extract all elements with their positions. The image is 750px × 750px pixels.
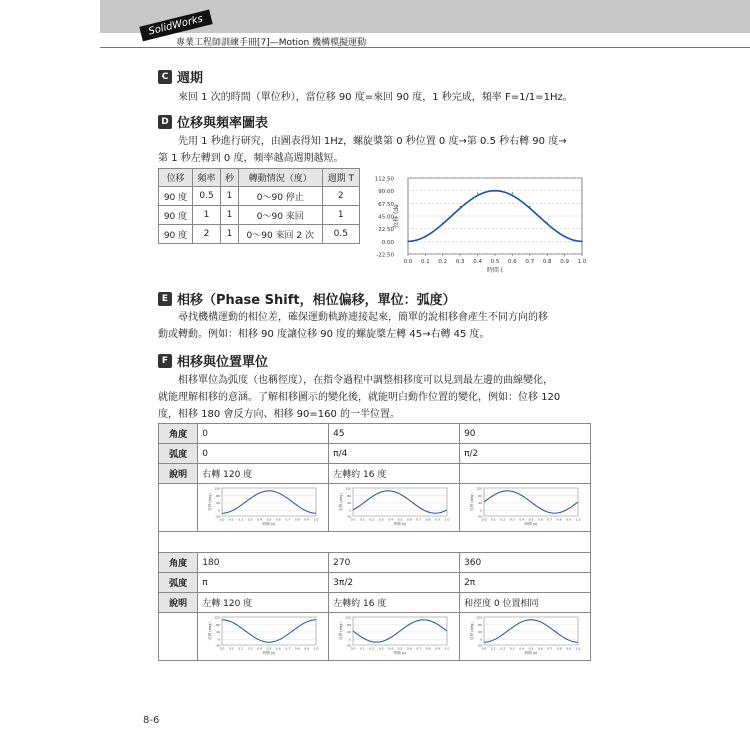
section-c-badge: C <box>158 70 172 84</box>
cell <box>329 613 460 661</box>
section-f-title: 相移與位置單位 <box>177 355 269 370</box>
section-f-text <box>158 372 594 423</box>
table-row <box>159 464 591 484</box>
plot-area <box>408 178 582 254</box>
cell: 和徑度 0 位置相同 <box>460 593 591 613</box>
data-point <box>547 222 548 223</box>
mini-x-tick-label: 0.7 <box>547 517 553 522</box>
phase-270-chart <box>335 615 453 655</box>
mini-x-tick-label: 0.5 <box>266 646 272 651</box>
frequency-table-header <box>159 169 360 187</box>
data-point <box>564 236 565 237</box>
cell: 3π/2 <box>329 573 460 593</box>
cell: 0～90 來回 <box>239 206 323 225</box>
cell: 270 <box>329 553 460 573</box>
mini-x-tick-label: 0.6 <box>276 646 282 651</box>
cell <box>198 613 329 661</box>
mini-x-tick-label: 0.5 <box>528 646 534 651</box>
cell <box>198 484 329 532</box>
mini-y-tick-label: 0 <box>480 508 483 513</box>
section-d-badge: D <box>158 115 172 129</box>
mini-x-tick-label: 0.3 <box>248 517 253 522</box>
mini-x-tick-label: 0.5 <box>397 517 403 522</box>
solidworks-badge: SolidWorks <box>139 10 212 42</box>
mini-x-tick-label: 0.3 <box>248 646 253 651</box>
mini-y-tick-label: 40 <box>478 630 483 635</box>
mini-x-tick-label: 0.2 <box>500 517 506 522</box>
mini-y-tick-label: 0 <box>480 637 483 642</box>
mini-x-tick-label: 0.1 <box>229 517 235 522</box>
mini-y-tick-label: 120 <box>214 486 221 491</box>
section-f-line3: 度，相移 180 會反方向、相移 90=160 的一半位置。 <box>158 409 400 420</box>
mini-y-axis-label: 位移 (deg) <box>470 493 475 511</box>
mini-x-tick-label: 0.0 <box>481 646 487 651</box>
mini-y-tick-label: 80 <box>347 622 352 627</box>
mini-x-axis-label: 時間 (s) <box>262 522 276 526</box>
mini-x-tick-label: 0.9 <box>304 517 310 522</box>
mini-x-tick-label: 0.6 <box>538 517 543 522</box>
phase-180-chart <box>204 615 322 655</box>
mini-x-axis-label: 時間 (s) <box>524 651 538 655</box>
mini-x-tick-label: 0.9 <box>566 646 572 651</box>
cell: 2 <box>193 225 221 244</box>
cell <box>159 484 198 532</box>
data-point <box>425 236 426 237</box>
mini-x-tick-label: 0.9 <box>566 517 572 522</box>
section-c-text: 來回 1 次的時間（單位秒），當位移 90 度=來回 90 度，1 秒完成，頻率 F=1/1=1Hz。 <box>178 92 573 103</box>
mini-x-tick-label: 0.7 <box>416 646 422 651</box>
mini-x-tick-label: 0.0 <box>219 517 225 522</box>
mini-y-tick-label: 0 <box>218 508 221 513</box>
cell: 0～90 停止 <box>239 187 323 206</box>
phase-45-chart <box>335 486 453 526</box>
mini-x-tick-label: 0.1 <box>229 646 235 651</box>
mini-y-tick-label: 40 <box>347 630 352 635</box>
mini-x-tick-label: 0.9 <box>435 517 441 522</box>
cell: 左轉約 16 度 <box>329 593 460 613</box>
x-tick-label: 0.3 <box>455 259 465 265</box>
mini-y-tick-label: -30 <box>215 643 221 648</box>
mini-x-tick-label: 0.0 <box>481 517 487 522</box>
mini-x-tick-label: 1.0 <box>575 646 581 651</box>
cell: π/2 <box>460 444 591 464</box>
mini-x-tick-label: 0.2 <box>238 646 244 651</box>
mini-y-tick-label: 120 <box>345 486 352 491</box>
mini-x-axis-label: 時間 (s) <box>524 522 538 526</box>
mini-x-tick-label: 0.6 <box>407 646 412 651</box>
displacement-chart <box>364 170 590 276</box>
mini-x-axis-label: 時間 (s) <box>393 522 407 526</box>
y-tick-label: 22.50 <box>378 227 394 234</box>
y-tick-label: 67.50 <box>378 201 394 208</box>
x-tick-label: 0.6 <box>508 259 517 265</box>
mini-x-tick-label: 0.8 <box>556 517 562 522</box>
cell: 360 <box>460 553 591 573</box>
y-tick-label: 112.50 <box>374 176 394 183</box>
section-e-badge: E <box>158 292 172 306</box>
mini-x-tick-label: 1.0 <box>313 646 319 651</box>
mini-x-tick-label: 0.7 <box>416 517 422 522</box>
section-e-line2: 動或轉動。例如：相移 90 度讓位移 90 度的螺旋槳左轉 45→右轉 45 度。 <box>158 329 490 340</box>
mini-y-tick-label: 0 <box>349 637 352 642</box>
mini-x-tick-label: 0.1 <box>491 517 496 522</box>
cell <box>460 464 591 484</box>
mini-y-tick-label: 80 <box>478 493 483 498</box>
mini-y-tick-label: 80 <box>216 622 221 627</box>
mini-x-tick-label: 0.9 <box>304 646 310 651</box>
cell: 0 <box>198 424 329 444</box>
table-row <box>159 593 591 613</box>
x-tick-label: 0.5 <box>490 259 500 265</box>
col-displacement: 位移 <box>159 169 193 187</box>
table-spacer-row <box>159 532 591 553</box>
mini-y-tick-label: 80 <box>216 493 221 498</box>
col-period: 週期 T <box>322 169 359 187</box>
mini-x-tick-label: 0.4 <box>257 646 263 651</box>
table-row <box>159 444 591 464</box>
mini-x-axis-label: 時間 (s) <box>262 651 276 655</box>
cell: π/4 <box>329 444 460 464</box>
mini-x-tick-label: 0.4 <box>519 646 525 651</box>
mini-x-tick-label: 1.0 <box>313 517 319 522</box>
mini-x-tick-label: 1.0 <box>444 646 450 651</box>
mini-x-tick-label: 0.2 <box>369 646 375 651</box>
cell: 2 <box>322 187 359 206</box>
x-tick-label: 0.0 <box>403 259 413 265</box>
x-tick-label: 0.7 <box>525 259 535 265</box>
section-e-text <box>158 309 594 343</box>
cell <box>460 484 591 532</box>
table-row <box>159 225 360 244</box>
cell <box>460 613 591 661</box>
mini-x-tick-label: 0.8 <box>425 646 431 651</box>
x-tick-label: 0.4 <box>473 259 482 265</box>
x-tick-label: 0.8 <box>542 259 552 265</box>
mini-x-axis-label: 時間 (s) <box>393 651 407 655</box>
cell <box>159 613 198 661</box>
mini-y-tick-label: -30 <box>346 514 352 519</box>
mini-x-tick-label: 1.0 <box>575 517 581 522</box>
cell: 左轉 120 度 <box>198 593 329 613</box>
data-point <box>407 241 408 242</box>
mini-y-axis-label: 位移 (deg) <box>339 622 344 640</box>
angle-label: 角度 <box>159 424 198 444</box>
mini-x-tick-label: 0.0 <box>219 646 225 651</box>
cell: 1 <box>322 206 359 225</box>
cell: 右轉 120 度 <box>198 464 329 484</box>
mini-x-tick-label: 0.5 <box>266 517 272 522</box>
desc-label: 說明 <box>159 464 198 484</box>
mini-x-tick-label: 0.8 <box>556 646 562 651</box>
cell: 0.5 <box>322 225 359 244</box>
mini-x-tick-label: 0.8 <box>425 517 431 522</box>
section-c-heading <box>158 67 203 86</box>
mini-x-tick-label: 0.3 <box>509 517 515 522</box>
section-d-title: 位移與頻率圖表 <box>177 116 269 131</box>
mini-y-axis-label: 位移 (deg) <box>208 493 213 511</box>
cell: 1 <box>221 206 239 225</box>
table-row <box>159 206 360 225</box>
mini-x-tick-label: 0.6 <box>538 646 543 651</box>
data-point <box>477 192 478 193</box>
x-tick-label: 0.9 <box>560 259 569 265</box>
mini-plot-area <box>222 488 316 516</box>
mini-y-tick-label: 120 <box>476 615 483 620</box>
table-row <box>159 484 591 532</box>
cell: 0 <box>198 444 329 464</box>
data-point <box>442 222 443 223</box>
data-point <box>512 192 513 193</box>
cell: 90 度 <box>159 225 193 244</box>
cell: 0.5 <box>193 187 221 206</box>
page-number: 8-6 <box>143 715 160 726</box>
mini-y-tick-label: -30 <box>215 514 221 519</box>
mini-x-tick-label: 0.5 <box>397 646 403 651</box>
header-divider <box>100 47 750 48</box>
cell: 0～90 來回 2 次 <box>239 225 323 244</box>
section-d-line1: 先用 1 秒進行研究，由圖表得知 1Hz，螺旋槳第 0 秒位置 0 度→第 0.5 秒右轉 90 度→ <box>178 136 567 147</box>
mini-x-tick-label: 0.0 <box>350 646 356 651</box>
mini-x-tick-label: 0.3 <box>378 517 384 522</box>
mini-plot-area <box>484 617 578 645</box>
phase-90-chart <box>466 486 584 526</box>
mini-plot-area <box>353 488 447 516</box>
mini-y-tick-label: 120 <box>345 615 352 620</box>
mini-plot-area <box>222 617 316 645</box>
mini-x-tick-label: 0.4 <box>257 517 263 522</box>
radian-label: 弧度 <box>159 573 198 593</box>
mini-y-tick-label: 80 <box>478 622 483 627</box>
mini-y-tick-label: 40 <box>478 501 483 506</box>
mini-x-tick-label: 0.8 <box>295 646 300 651</box>
cell: π <box>198 573 329 593</box>
data-point <box>529 206 530 207</box>
mini-y-axis-label: 位移 (deg) <box>339 493 344 511</box>
mini-y-tick-label: 0 <box>349 508 352 513</box>
section-e-line1: 尋找機構運動的相位差，確保運動軌跡連接起來，簡單的說相移會產生不同方向的移 <box>178 312 548 323</box>
section-e-title: 相移（Phase Shift，相位偏移，單位：弧度） <box>177 293 456 308</box>
mini-y-axis-label: 位移 (deg) <box>470 622 475 640</box>
section-f-line1: 相移單位為弧度（也稱徑度），在指令過程中調整相移度可以見到最左邊的曲線變化， <box>178 375 553 386</box>
cell: 左轉約 16 度 <box>329 464 460 484</box>
section-f-badge: F <box>158 354 172 368</box>
phase-table <box>158 423 591 661</box>
mini-x-tick-label: 0.3 <box>509 646 515 651</box>
section-d-heading <box>158 112 268 131</box>
cell: 1 <box>193 206 221 225</box>
mini-x-tick-label: 0.4 <box>388 517 394 522</box>
mini-x-tick-label: 0.7 <box>285 646 291 651</box>
mini-y-tick-label: -30 <box>477 514 483 519</box>
mini-y-tick-label: -30 <box>477 643 483 648</box>
x-tick-label: 1.0 <box>577 259 587 265</box>
radian-label: 弧度 <box>159 444 198 464</box>
section-d-text <box>158 133 594 167</box>
section-f-line2: 就能理解相移的意涵。了解相移圖示的變化後，就能明白動作位置的變化，例如：位移 120 <box>158 392 561 403</box>
cell <box>329 484 460 532</box>
mini-y-tick-label: 0 <box>218 637 221 642</box>
cell: 1 <box>221 187 239 206</box>
frequency-table <box>158 168 360 244</box>
y-tick-label: 0.00 <box>381 239 394 246</box>
table-row <box>159 553 591 573</box>
col-seconds: 秒 <box>221 169 239 187</box>
x-axis-label: 時間 ( <box>486 267 504 274</box>
cell: 90 度 <box>159 187 193 206</box>
y-tick-label: 45.00 <box>378 214 394 221</box>
mini-x-tick-label: 0.6 <box>276 517 282 522</box>
mini-x-tick-label: 0.7 <box>285 517 291 522</box>
mini-x-tick-label: 0.2 <box>369 517 375 522</box>
y-tick-label: -22.50 <box>376 252 394 259</box>
mini-y-tick-label: 120 <box>476 486 483 491</box>
mini-x-tick-label: 0.2 <box>500 646 506 651</box>
phase-360-chart <box>466 615 584 655</box>
y-tick-label: 90.00 <box>378 189 394 196</box>
mini-y-tick-label: 40 <box>347 501 352 506</box>
cell: 90 度 <box>159 206 193 225</box>
table-row <box>159 573 591 593</box>
cell: 180 <box>198 553 329 573</box>
mini-y-tick-label: 80 <box>347 493 352 498</box>
mini-x-tick-label: 0.4 <box>519 517 525 522</box>
header-title: 專業工程師訓練手冊[7]—Motion 機構模擬運動 <box>176 38 367 48</box>
mini-x-tick-label: 1.0 <box>444 517 450 522</box>
mini-x-tick-label: 0.3 <box>378 646 384 651</box>
desc-label: 說明 <box>159 593 198 613</box>
data-point <box>494 190 495 191</box>
mini-x-tick-label: 0.1 <box>491 646 496 651</box>
mini-x-tick-label: 0.6 <box>407 517 412 522</box>
section-d-line2: 第 1 秒左轉到 0 度，頻率越高週期越短。 <box>158 153 344 164</box>
data-point <box>581 241 582 242</box>
col-frequency: 頻率 <box>193 169 221 187</box>
table-row <box>159 424 591 444</box>
mini-x-tick-label: 0.4 <box>388 646 394 651</box>
section-c-title: 週期 <box>177 71 204 86</box>
mini-x-tick-label: 0.1 <box>360 517 365 522</box>
x-tick-label: 0.1 <box>421 259 430 265</box>
mini-x-tick-label: 0.1 <box>360 646 365 651</box>
table-row <box>159 187 360 206</box>
cell <box>159 532 591 553</box>
mini-y-tick-label: 40 <box>216 501 221 506</box>
mini-x-tick-label: 0.5 <box>528 517 534 522</box>
section-e-heading <box>158 289 456 308</box>
mini-x-tick-label: 0.9 <box>435 646 441 651</box>
col-rotation: 轉動情況（度） <box>239 169 323 187</box>
mini-y-tick-label: -30 <box>346 643 352 648</box>
mini-y-axis-label: 位移 (deg) <box>208 622 213 640</box>
mini-x-tick-label: 0.7 <box>547 646 553 651</box>
cell: 2π <box>460 573 591 593</box>
table-row <box>159 613 591 661</box>
x-tick-label: 0.2 <box>438 259 448 265</box>
angle-label: 角度 <box>159 553 198 573</box>
cell: 90 <box>460 424 591 444</box>
cell: 45 <box>329 424 460 444</box>
data-point <box>460 206 461 207</box>
phase-0-chart <box>204 486 322 526</box>
mini-x-tick-label: 0.8 <box>295 517 300 522</box>
cell: 1 <box>221 225 239 244</box>
mini-x-tick-label: 0.2 <box>238 517 244 522</box>
mini-y-tick-label: 120 <box>214 615 221 620</box>
mini-x-tick-label: 0.0 <box>350 517 356 522</box>
section-f-heading <box>158 351 268 370</box>
y-axis-label: 位移 (de <box>393 204 400 228</box>
mini-y-tick-label: 40 <box>216 630 221 635</box>
